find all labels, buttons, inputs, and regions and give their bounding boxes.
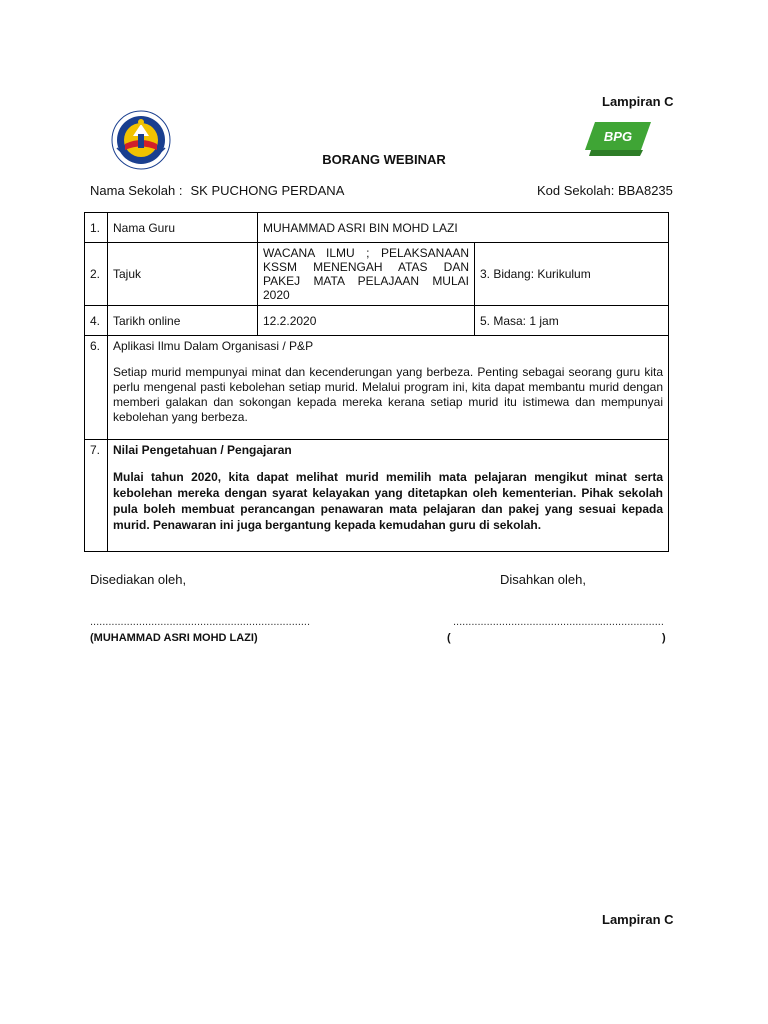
row-knowledge-value — [85, 440, 669, 552]
row-number: 2. — [85, 243, 108, 306]
school-name: SK PUCHONG PERDANA — [190, 183, 345, 198]
bpg-logo-text: BPG — [603, 129, 633, 144]
row-label: Tajuk — [108, 243, 258, 306]
school-code: Kod Sekolah: BBA8235 — [537, 183, 673, 198]
section-body: Setiap murid mempunyai minat dan kecenderungan yang berbeza. Penting sebagai seorang guru kita perlu mengenal pasti kebolehan setiap murid. Melalui program ini, kita dapat membantu murid dengan memberi galakan dan sokongan kepada mereka kerana setiap murid itu istimewa dan mempunyai kebolehan yang berbeza. — [113, 365, 663, 424]
prepared-by-label: Disediakan oleh, — [90, 572, 187, 587]
field-value: 3. Bidang: Kurikulum — [475, 243, 669, 306]
approver-name-open: ( — [447, 632, 451, 644]
school-name-line — [90, 183, 344, 198]
signature-line-left: ........................................................................ — [90, 616, 311, 628]
form-title: BORANG WEBINAR — [322, 152, 446, 167]
approved-by-label: Disahkan oleh, — [500, 572, 586, 587]
lampiran-label-footer: Lampiran C — [602, 912, 674, 927]
approver-name-close: ) — [662, 632, 666, 644]
date-value: 12.2.2020 — [258, 306, 475, 336]
row-topic — [85, 243, 669, 306]
row-number: 1. — [85, 213, 108, 243]
section-body: Mulai tahun 2020, kita dapat melihat murid memilih mata pelajaran mengikut minat serta kebolehan mereka dengan syarat kelayakan yang ditetapkan oleh kementerian. Pihak sekolah pula boleh membuat perancangan penawaran mata pelajaran dan pakej yang sesuai kepada murid. Penawaran ini juga bergantung kepada kemudahan guru di sekolah. — [113, 470, 663, 532]
teacher-name-value: MUHAMMAD ASRI BIN MOHD LAZI — [258, 213, 669, 243]
row-teacher-name — [85, 213, 669, 243]
school-label: Nama Sekolah : — [90, 183, 183, 198]
webinar-form-table — [84, 212, 669, 552]
row-number: 6. — [85, 336, 108, 440]
prepared-by-name: (MUHAMMAD ASRI MOHD LAZI) — [90, 632, 258, 644]
row-number: 7. — [85, 440, 108, 552]
section-heading: Aplikasi Ilmu Dalam Organisasi / P&P — [113, 339, 314, 353]
row-application — [85, 336, 669, 440]
signature-line-right: ..................................................................... — [453, 616, 664, 628]
lampiran-label: Lampiran C — [602, 94, 674, 109]
row-label: Nama Guru — [108, 213, 258, 243]
row-date — [85, 306, 669, 336]
section-heading: Nilai Pengetahuan / Pengajaran — [113, 443, 292, 457]
duration-value: 5. Masa: 1 jam — [475, 306, 669, 336]
row-number: 4. — [85, 306, 108, 336]
topic-value: WACANA ILMU ; PELAKSANAAN KSSM MENENGAH ATAS DAN PAKEJ MATA PELAJAAN MULAI 2020 — [258, 243, 475, 306]
row-label: Tarikh online — [108, 306, 258, 336]
